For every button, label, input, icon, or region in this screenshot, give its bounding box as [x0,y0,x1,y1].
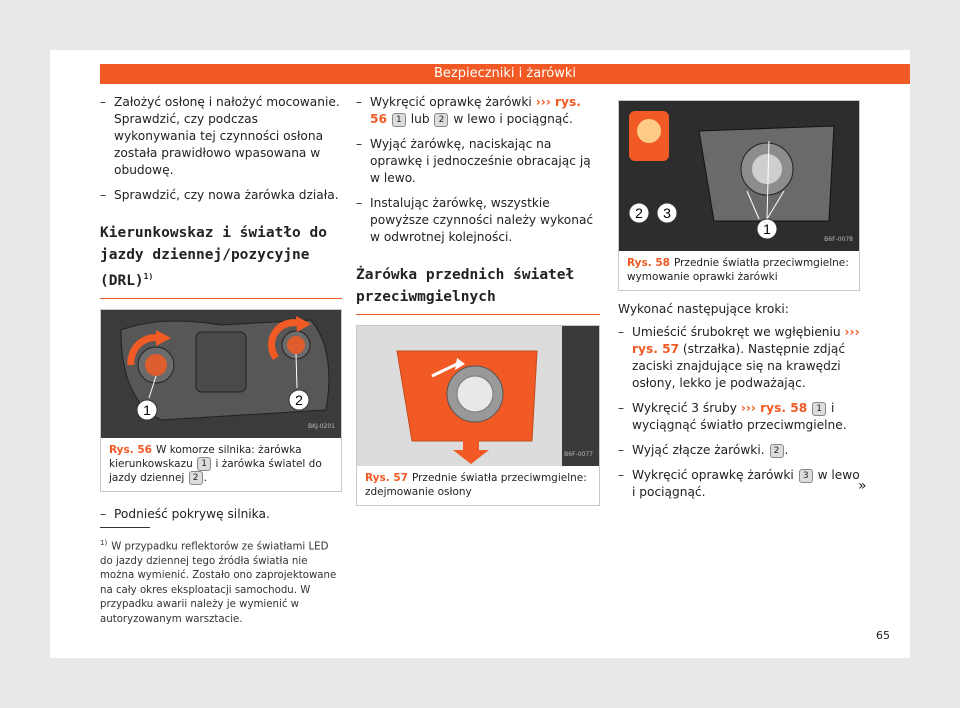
steps-intro: Wykonać następujące kroki: [618,302,789,316]
callout-1: 1 [143,401,151,418]
figure-label: Rys. 58 [627,257,670,269]
number-badge: 1 [392,113,406,127]
footnote-divider [100,527,150,528]
footnote-text: W przypadku reflektorów ze światłami LED do jazdy dziennej tego źródła światła nie można wymienić. Zostało ono zaprojektowane na cały okres eksploatacji samochodu. W przypadku awarii należy je wymienić w autoryzowanym warsztacie. [100,541,337,625]
bullet-list [356,94,600,246]
number-badge: 3 [799,469,813,483]
text: w lewo i pociągnąć. [632,468,860,499]
number-badge: 2 [434,113,448,127]
caption-text: i żarówka światel do jazdy dziennej [109,457,322,484]
text: w lewo i pociągnąć. [453,112,573,126]
column-3 [618,94,860,509]
steps-list [618,324,860,501]
column-2 [356,94,600,506]
caption-text: Przednie światła przeciwmgielne: zdejmowanie osłony [365,472,587,498]
list-item [618,324,860,392]
text: . [784,443,789,457]
footnote-marker: 1) [100,539,108,547]
number-badge: 1 [812,402,826,416]
list-item: – Instalując żarówkę, wszystkie powyższe czynności należy wykonać w odwrotnej kolejności. [356,195,600,246]
caption-text: Przednie światła przeciwmgielne: wymowanie oprawki żarówki [627,257,849,283]
list-item [618,400,860,434]
callout-2: 2 [295,391,303,408]
list-item [356,94,600,128]
list-item [618,442,860,459]
figure-58 [618,100,860,291]
fog-lamp-illustration [619,101,859,251]
list-item: – Sprawdzić, czy nowa żarówka działa. [100,187,342,204]
bullet-list-top [100,94,342,204]
footnote [100,536,340,627]
figure-code: BKJ-0201 [307,422,335,430]
number-badge: 2 [189,471,203,485]
number-badge: 2 [770,444,784,458]
text: Wykręcić oprawkę żarówki [370,95,532,109]
text: (strzałka). Następnie zdjąć zaciski znajdujące się na krawędzi osłony, lekko je podważając. [632,342,846,390]
figure-57 [356,325,600,506]
fog-cover-illustration [357,326,599,466]
column-1 [100,94,342,531]
text: i wyciągnąć światło przeciwmgielne. [632,401,847,432]
continue-marker: » [858,478,867,494]
heading-text: Kierunkowskaz i światło do jazdy dziennej/pozycyjne (DRL) [100,225,327,289]
figure-code: B6F-0077 [564,451,593,458]
text: Wyjąć złącze żarówki. [632,443,765,457]
headlight-illustration [101,310,341,438]
text: Umieścić śrubokręt we wgłębieniu [632,325,841,339]
section-heading-fog: Żarówka przednich świateł przeciwmgielnych [356,264,600,315]
fog-lamp-svg [619,101,859,251]
caption-text: . [203,471,208,484]
text: Wykręcić oprawkę żarówki [632,468,794,482]
footnote-ref: 1) [143,272,154,281]
text: lub [410,112,430,126]
figure-caption [619,251,859,290]
figure-link[interactable]: ››› rys. 58 [740,401,808,415]
figure-label: Rys. 57 [365,472,408,484]
list-item: – Założyć osłonę i nałożyć mocowanie. Sprawdzić, czy podczas wykonywania tej czynności osłona została prawidłowo wpasowana w obudowę. [100,94,342,179]
section-header: Bezpieczniki i żarówki [100,64,910,84]
caption-text: W komorze silnika: żarówka kierunkowskazu [109,443,302,470]
figure-56 [100,309,342,492]
callout-3: 3 [663,205,671,221]
callout-2: 2 [635,205,643,221]
fog-cover-svg [357,326,599,466]
number-badge: 1 [197,457,211,471]
callout-1: 1 [763,221,771,237]
figure-link[interactable]: ››› rys. 57 [632,325,860,356]
list-item [618,467,860,501]
section-heading-drl [100,222,342,299]
figure-code: B6F-0078 [824,236,853,243]
figure-caption [357,466,599,505]
headlight-svg [101,310,341,438]
text: Wykręcić 3 śruby [632,401,737,415]
list-item: – Wyjąć żarówkę, naciskając na oprawkę i jednocześnie obracając ją w lewo. [356,136,600,187]
figure-caption [101,438,341,491]
figure-label: Rys. 56 [109,443,152,456]
figure-link[interactable]: ››› rys. 56 [370,95,581,126]
list-item: – Podnieść pokrywę silnika. [100,506,342,523]
manual-page [50,50,910,658]
bullet-list-bottom [100,506,342,523]
page-number: 65 [876,629,890,642]
